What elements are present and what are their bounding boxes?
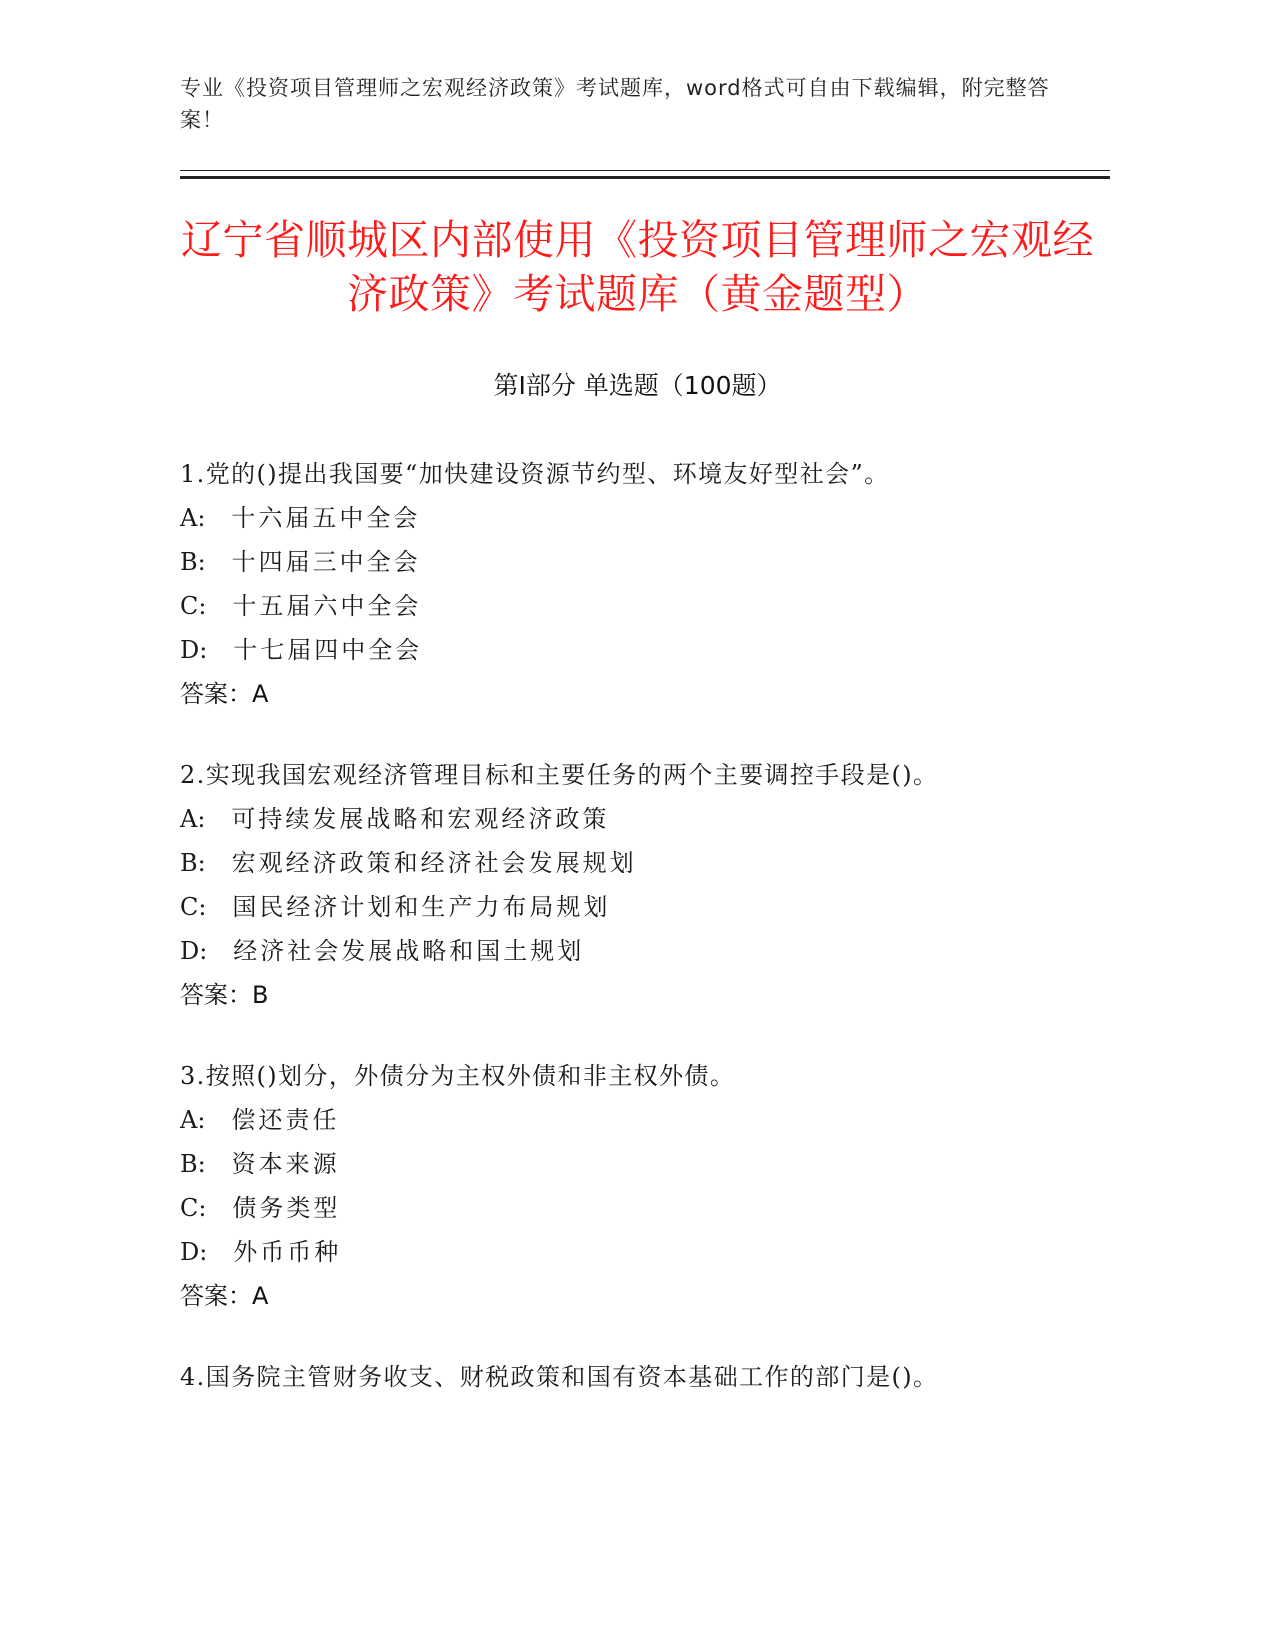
option-letter: D (180, 1238, 200, 1266)
option-text: 资本来源 (231, 1150, 340, 1178)
option-letter: B (180, 849, 198, 877)
option-d (180, 628, 1110, 672)
option-letter: C (180, 893, 199, 921)
option-separator: : (197, 1150, 209, 1178)
document-title: 辽宁省顺城区内部使用《投资项目管理师之宏观经济政策》考试题库（黄金题型） (181, 216, 1094, 318)
question-text: 4.国务院主管财务收支、财税政策和国有资本基础工作的部门是()。 (180, 1363, 939, 1391)
option-separator: : (198, 893, 210, 921)
option-d (180, 1230, 1110, 1274)
option-letter: C (180, 592, 199, 620)
option-text: 可持续发展战略和宏观经济政策 (231, 805, 610, 833)
option-separator: : (197, 1106, 209, 1134)
header-note: 专业《投资项目管理师之宏观经济政策》考试题库，word格式可自由下载编辑，附完整答案！ (180, 76, 1050, 132)
option-c (180, 885, 1110, 929)
option-a (180, 496, 1110, 540)
option-letter: B (180, 548, 198, 576)
option-letter: B (180, 1150, 198, 1178)
option-separator: : (198, 1194, 210, 1222)
option-separator: : (199, 937, 211, 965)
question-item (180, 452, 1110, 716)
option-c (180, 584, 1110, 628)
option-a (180, 797, 1110, 841)
option-separator: : (199, 636, 211, 664)
option-letter: C (180, 1194, 199, 1222)
option-d (180, 929, 1110, 973)
option-text: 十四届三中全会 (231, 548, 421, 576)
answer-text: 答案：A (180, 680, 269, 708)
option-b (180, 841, 1110, 885)
question-item (180, 1355, 1110, 1399)
question-text: 2.实现我国宏观经济管理目标和主要任务的两个主要调控手段是()。 (180, 761, 939, 789)
option-separator: : (197, 805, 209, 833)
option-letter: A (180, 1106, 198, 1134)
header-divider-thick (180, 176, 1110, 179)
option-c (180, 1186, 1110, 1230)
option-separator: : (197, 849, 209, 877)
option-separator: : (199, 1238, 211, 1266)
option-text: 债务类型 (232, 1194, 341, 1222)
question-item (180, 1054, 1110, 1318)
option-a (180, 1098, 1110, 1142)
question-text: 3.按照()划分，外债分为主权外债和非主权外债。 (180, 1062, 736, 1090)
option-separator: : (197, 548, 209, 576)
section-heading: 第Ⅰ部分 单选题（100题） (493, 371, 782, 400)
answer-text: 答案：A (180, 1282, 269, 1310)
answer-text: 答案：B (180, 981, 269, 1009)
option-b (180, 540, 1110, 584)
option-text: 偿还责任 (231, 1106, 340, 1134)
option-letter: D (180, 937, 200, 965)
option-letter: A (180, 504, 198, 532)
question-text: 1.党的()提出我国要“加快建设资源节约型、环境友好型社会”。 (180, 460, 890, 488)
option-letter: D (180, 636, 200, 664)
option-b (180, 1142, 1110, 1186)
option-text: 宏观经济政策和经济社会发展规划 (231, 849, 637, 877)
question-item (180, 753, 1110, 1017)
option-letter: A (180, 805, 198, 833)
option-separator: : (197, 504, 209, 532)
question-list (180, 452, 1110, 1436)
option-text: 十五届六中全会 (232, 592, 422, 620)
option-separator: : (198, 592, 210, 620)
header-divider-thin (180, 170, 1110, 171)
option-text: 经济社会发展战略和国土规划 (233, 937, 585, 965)
option-text: 外币币种 (233, 1238, 342, 1266)
option-text: 国民经济计划和生产力布局规划 (232, 893, 611, 921)
option-text: 十六届五中全会 (231, 504, 421, 532)
option-text: 十七届四中全会 (233, 636, 423, 664)
